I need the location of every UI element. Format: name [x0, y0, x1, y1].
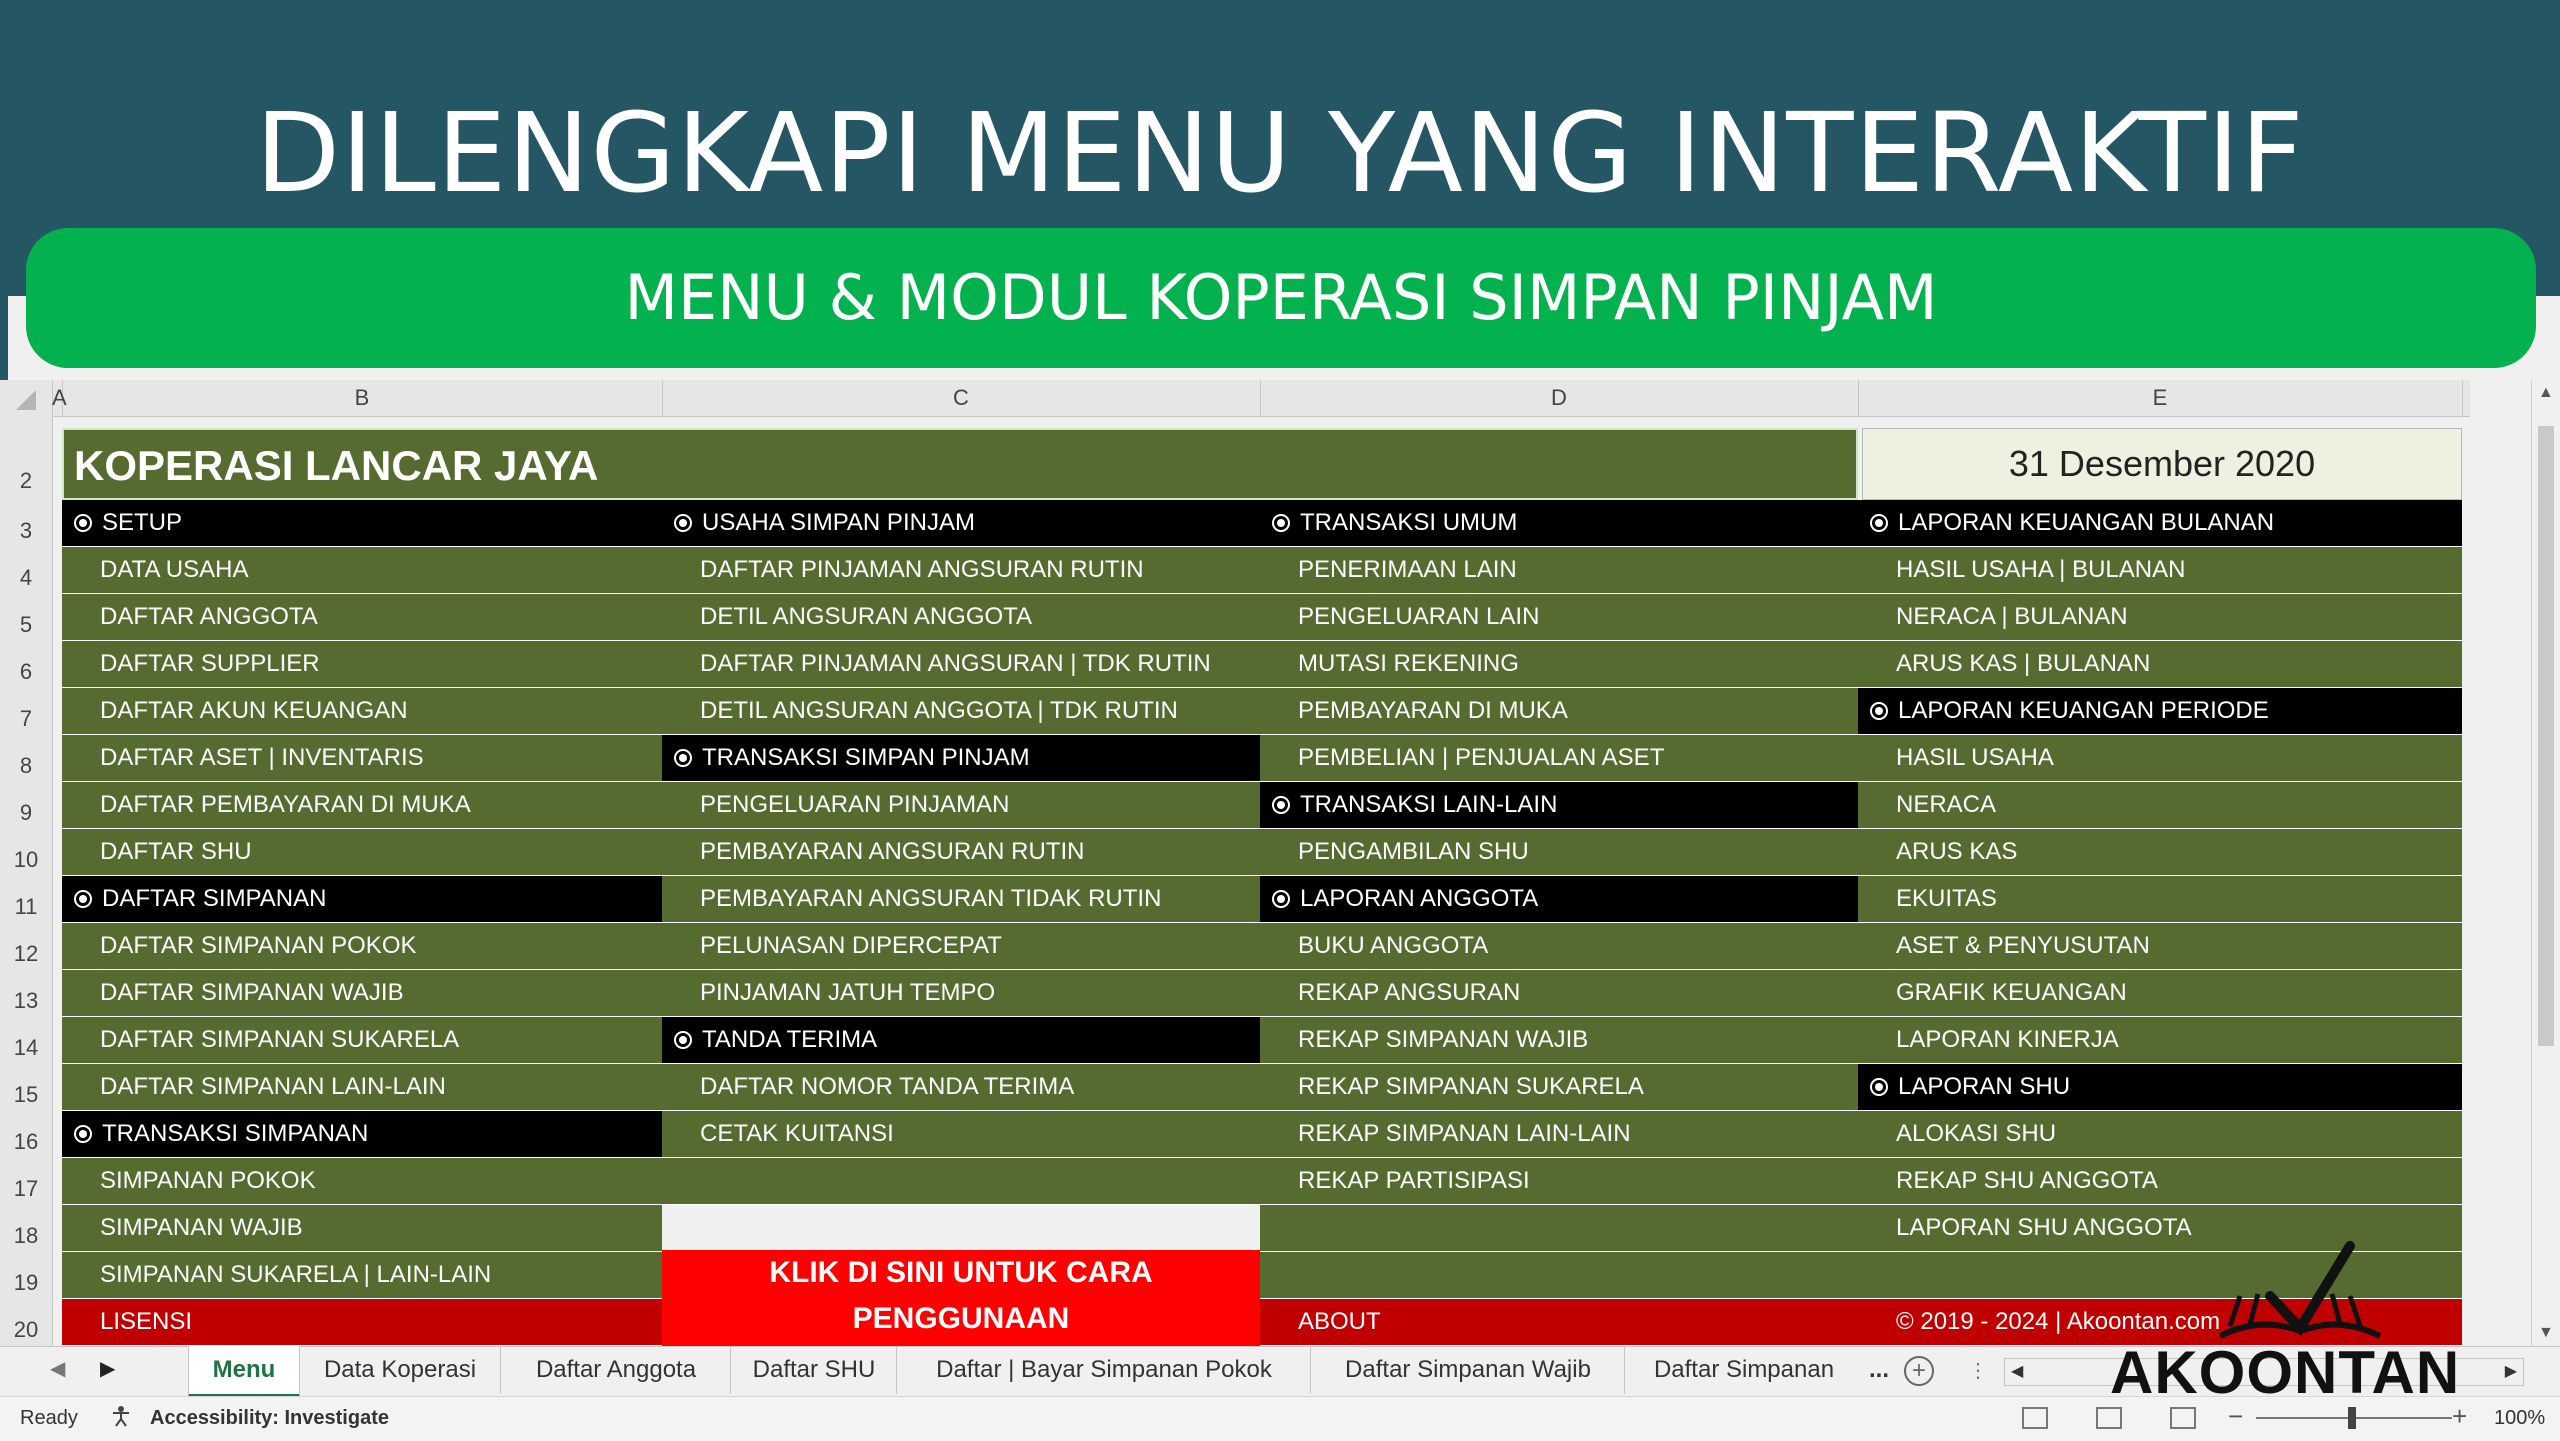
menu-label: DATA USAHA: [100, 556, 249, 583]
menu-label: SIMPANAN SUKARELA | LAIN-LAIN: [100, 1261, 492, 1288]
blank-cell: [1260, 1252, 1858, 1299]
zoom-level[interactable]: 100%: [2494, 1407, 2546, 1429]
menu-label: PENGELUARAN LAIN: [1298, 603, 1540, 630]
menu-label: ARUS KAS: [1896, 838, 2018, 865]
menu-item-daftar-supplier[interactable]: [62, 641, 662, 688]
menu-label: REKAP SIMPANAN LAIN-LAIN: [1298, 1120, 1631, 1147]
menu-item-hasil-usaha[interactable]: [1858, 735, 2462, 782]
radio-bullet-icon: [74, 1125, 92, 1143]
page-break-view-icon[interactable]: [2170, 1407, 2196, 1429]
akoontan-logo-text: AKOONTAN: [2110, 1339, 2461, 1406]
menu-item-daftar-simpanan-wajib[interactable]: [62, 970, 662, 1017]
menu-item-detil-angsuran-anggota[interactable]: [662, 594, 1260, 641]
menu-item-ekuitas[interactable]: [1858, 876, 2462, 923]
menu-label: DETIL ANGSURAN ANGGOTA | TDK RUTIN: [700, 697, 1178, 724]
row-header[interactable]: 5: [19, 612, 33, 637]
add-sheet-icon[interactable]: +: [1904, 1356, 1934, 1386]
menu-item-pengambilan-shu[interactable]: [1260, 829, 1858, 876]
menu-item-pengeluaran-pinjaman[interactable]: [662, 782, 1260, 829]
radio-bullet-icon: [1870, 702, 1888, 720]
row-header[interactable]: 8: [19, 753, 33, 778]
menu-label: SETUP: [102, 509, 183, 536]
menu-item-lisensi[interactable]: [62, 1299, 662, 1346]
menu-item-neraca[interactable]: [1858, 782, 2462, 829]
menu-label: LAPORAN KEUANGAN BULANAN: [1898, 509, 2275, 536]
row-header[interactable]: 3: [19, 518, 33, 543]
banner-subtitle: MENU & MODUL KOPERASI SIMPAN PINJAM: [26, 228, 2536, 368]
menu-label: BUKU ANGGOTA: [1298, 932, 1489, 959]
menu-section-laporan-keuangan-periode[interactable]: [1858, 688, 2462, 735]
menu-section-usaha-simpan-pinjam[interactable]: [662, 500, 1260, 547]
menu-label: DAFTAR ANGGOTA: [100, 603, 318, 630]
row-header[interactable]: 18: [13, 1223, 39, 1248]
menu-label: HASIL USAHA: [1896, 744, 2054, 771]
radio-bullet-icon: [74, 514, 92, 532]
menu-label: NERACA: [1896, 791, 1997, 818]
row-header[interactable]: 17: [13, 1176, 39, 1201]
akoontan-logo-icon: [2200, 1236, 2400, 1346]
menu-item-daftar-pinjaman-angsuran-tdk-rutin[interactable]: [662, 641, 1260, 688]
menu-label: DAFTAR SIMPANAN LAIN-LAIN: [100, 1073, 446, 1100]
menu-item-daftar-akun-keuangan[interactable]: [62, 688, 662, 735]
zoom-out-icon[interactable]: −: [2228, 1401, 2244, 1431]
scroll-down-icon[interactable]: ▼: [2538, 1324, 2554, 1341]
company-name-cell[interactable]: KOPERASI LANCAR JAYA: [62, 428, 1858, 500]
menu-item-mutasi-rekening[interactable]: [1260, 641, 1858, 688]
menu-item-simpanan-wajib[interactable]: [62, 1205, 662, 1252]
menu-item-pembayaran-angsuran-rutin[interactable]: [662, 829, 1260, 876]
radio-bullet-icon: [674, 1031, 692, 1049]
menu-label: PELUNASAN DIPERCEPAT: [700, 932, 1002, 959]
row-header[interactable]: 19: [13, 1270, 39, 1295]
row-header[interactable]: 2: [19, 468, 33, 493]
menu-item-detil-angsuran-anggota-tdk-rutin[interactable]: [662, 688, 1260, 735]
menu-section-laporan-shu[interactable]: [1858, 1064, 2462, 1111]
menu-item-daftar-simpanan-pokok[interactable]: [62, 923, 662, 970]
tab-data-koperasi[interactable]: Data Koperasi: [300, 1346, 501, 1394]
blank-cell: [1260, 1205, 1858, 1252]
menu-label: ARUS KAS | BULANAN: [1896, 650, 2151, 677]
menu-label: DAFTAR SIMPANAN: [102, 885, 327, 912]
menu-section-transaksi-simpanan[interactable]: [62, 1111, 662, 1158]
menu-label: LAPORAN KEUANGAN PERIODE: [1898, 697, 2269, 724]
menu-label: DAFTAR ASET | INVENTARIS: [100, 744, 424, 771]
menu-item-daftar-simpanan-lain-lain[interactable]: [62, 1064, 662, 1111]
menu-label: TRANSAKSI SIMPANAN: [102, 1120, 369, 1147]
row-header[interactable]: 7: [19, 706, 33, 731]
row-header[interactable]: 10: [13, 847, 39, 872]
page-layout-view-icon[interactable]: [2096, 1407, 2122, 1429]
row-header-bar: [0, 416, 53, 1346]
row-header[interactable]: 20: [13, 1317, 39, 1342]
column-header-d[interactable]: D: [1260, 380, 1859, 416]
menu-item-pengeluaran-lain[interactable]: [1260, 594, 1858, 641]
tab-daftar-shu[interactable]: Daftar SHU: [732, 1346, 897, 1394]
menu-label: REKAP ANGSURAN: [1298, 979, 1521, 1006]
menu-label: TRANSAKSI SIMPAN PINJAM: [702, 744, 1030, 771]
menu-label: REKAP PARTISIPASI: [1298, 1167, 1530, 1194]
menu-item-penerimaan-lain[interactable]: [1260, 547, 1858, 594]
radio-bullet-icon: [1870, 1078, 1888, 1096]
scroll-up-icon[interactable]: ▲: [2538, 384, 2554, 401]
menu-item-daftar-shu[interactable]: [62, 829, 662, 876]
row-header[interactable]: 6: [19, 659, 33, 684]
menu-item-pembelian-penjualan-aset[interactable]: [1260, 735, 1858, 782]
menu-item-pembayaran-di-muka[interactable]: [1260, 688, 1858, 735]
menu-section-laporan-anggota[interactable]: [1260, 876, 1858, 923]
menu-label: PENGELUARAN PINJAMAN: [700, 791, 1010, 818]
menu-label: TRANSAKSI LAIN-LAIN: [1300, 791, 1558, 818]
menu-section-transaksi-umum[interactable]: [1260, 500, 1858, 547]
menu-item-rekap-simpanan-wajib[interactable]: [1260, 1017, 1858, 1064]
menu-label: PENGAMBILAN SHU: [1298, 838, 1529, 865]
menu-label: HASIL USAHA | BULANAN: [1896, 556, 2186, 583]
menu-item-daftar-pinjaman-angsuran-rutin[interactable]: [662, 547, 1260, 594]
menu-label: ALOKASI SHU: [1896, 1120, 2057, 1147]
menu-item-daftar-anggota[interactable]: [62, 594, 662, 641]
menu-label: PEMBAYARAN ANGSURAN RUTIN: [700, 838, 1085, 865]
scroll-right-icon[interactable]: ▶: [2504, 1363, 2517, 1380]
menu-label: USAHA SIMPAN PINJAM: [702, 509, 975, 536]
row-header[interactable]: 14: [13, 1035, 39, 1060]
column-header-a[interactable]: A: [52, 380, 63, 416]
menu-label: SIMPANAN WAJIB: [100, 1214, 303, 1241]
menu-label: LAPORAN SHU: [1898, 1073, 2071, 1100]
menu-section-setup[interactable]: [62, 500, 662, 547]
menu-section-tanda-terima[interactable]: [662, 1017, 1260, 1064]
menu-item-daftar-nomor-tanda-terima[interactable]: [662, 1064, 1260, 1111]
menu-item-rekap-shu-anggota[interactable]: [1858, 1158, 2462, 1205]
menu-label: PENERIMAAN LAIN: [1298, 556, 1517, 583]
radio-bullet-icon: [1870, 514, 1888, 532]
status-ready: Ready: [20, 1407, 78, 1429]
menu-item-simpanan-pokok[interactable]: [62, 1158, 662, 1205]
accessibility-status[interactable]: Accessibility: Investigate: [150, 1407, 389, 1429]
row-header[interactable]: 15: [13, 1082, 39, 1107]
menu-label: DAFTAR SUPPLIER: [100, 650, 320, 677]
menu-label: REKAP SIMPANAN SUKARELA: [1298, 1073, 1644, 1100]
menu-item-pembayaran-angsuran-tidak-rutin[interactable]: [662, 876, 1260, 923]
tab-daftar-simpanan[interactable]: Daftar Simpanan: [1653, 1356, 1835, 1383]
menu-item-pinjaman-jatuh-tempo[interactable]: [662, 970, 1260, 1017]
menu-item-aset-penyusutan[interactable]: [1858, 923, 2462, 970]
menu-item-pelunasan-dipercepat[interactable]: [662, 923, 1260, 970]
row-header[interactable]: 11: [14, 894, 38, 919]
menu-item-grafik-keuangan[interactable]: [1858, 970, 2462, 1017]
blank-cell: [662, 1158, 1260, 1205]
menu-label: PEMBAYARAN DI MUKA: [1298, 697, 1568, 724]
menu-label: LAPORAN ANGGOTA: [1300, 885, 1539, 912]
radio-bullet-icon: [1272, 514, 1290, 532]
menu-label: DAFTAR SIMPANAN POKOK: [100, 932, 417, 959]
row-header[interactable]: 13: [13, 988, 39, 1013]
menu-label: DAFTAR SIMPANAN SUKARELA: [100, 1026, 460, 1053]
menu-section-transaksi-lain-lain[interactable]: [1260, 782, 1858, 829]
menu-label: DAFTAR PINJAMAN ANGSURAN | TDK RUTIN: [700, 650, 1211, 677]
menu-label: © 2019 - 2024 | Akoontan.com: [1896, 1308, 2221, 1335]
menu-item-rekap-partisipasi[interactable]: [1260, 1158, 1858, 1205]
radio-bullet-icon: [74, 890, 92, 908]
menu-item-alokasi-shu[interactable]: [1858, 1111, 2462, 1158]
menu-item-laporan-kinerja[interactable]: [1858, 1017, 2462, 1064]
column-header-c[interactable]: C: [662, 380, 1261, 416]
row-header[interactable]: 12: [13, 941, 39, 966]
row-header[interactable]: 16: [13, 1129, 39, 1154]
zoom-slider-thumb[interactable]: [2348, 1407, 2356, 1429]
menu-label: DETIL ANGSURAN ANGGOTA: [700, 603, 1033, 630]
row-header[interactable]: 9: [19, 800, 33, 825]
more-tabs-button[interactable]: ...: [1868, 1356, 1889, 1383]
radio-bullet-icon: [674, 514, 692, 532]
menu-label: DAFTAR AKUN KEUANGAN: [100, 697, 408, 724]
menu-label: ASET & PENYUSUTAN: [1896, 932, 2150, 959]
column-header-b[interactable]: B: [62, 380, 663, 416]
menu-label: LAPORAN KINERJA: [1896, 1026, 2119, 1053]
menu-label: TANDA TERIMA: [702, 1026, 878, 1053]
menu-item-rekap-simpanan-lain-lain[interactable]: [1260, 1111, 1858, 1158]
row-header[interactable]: 4: [19, 565, 33, 590]
zoom-in-icon[interactable]: +: [2452, 1401, 2468, 1431]
scroll-thumb[interactable]: [2538, 426, 2554, 1046]
menu-label: LISENSI: [100, 1308, 193, 1335]
tab-next-icon[interactable]: ▶: [100, 1358, 116, 1380]
menu-section-transaksi-simpan-pinjam[interactable]: [662, 735, 1260, 782]
menu-label: PINJAMAN JATUH TEMPO: [700, 979, 996, 1006]
select-all-icon: [16, 390, 36, 410]
tab-daftar-simpanan-wajib[interactable]: Daftar Simpanan Wajib: [1312, 1346, 1625, 1394]
menu-label: CETAK KUITANSI: [700, 1120, 894, 1147]
menu-item-neraca-bulanan[interactable]: [1858, 594, 2462, 641]
menu-label: REKAP SHU ANGGOTA: [1896, 1167, 2158, 1194]
menu-label: DAFTAR SHU: [100, 838, 252, 865]
normal-view-icon[interactable]: [2022, 1407, 2048, 1429]
vertical-scrollbar[interactable]: [2531, 380, 2560, 1346]
menu-item-daftar-simpanan-sukarela[interactable]: [62, 1017, 662, 1064]
menu-label: SIMPANAN POKOK: [100, 1167, 316, 1194]
date-cell[interactable]: 31 Desember 2020: [1862, 428, 2462, 500]
column-header-e[interactable]: E: [1858, 380, 2463, 416]
menu-item-daftar-aset-inventaris[interactable]: [62, 735, 662, 782]
tab-daftar-anggota[interactable]: Daftar Anggota: [502, 1346, 731, 1394]
menu-item-rekap-simpanan-sukarela[interactable]: [1260, 1064, 1858, 1111]
banner-title: DILENGKAPI MENU YANG INTERAKTIF: [255, 89, 2305, 217]
menu-item-about[interactable]: [1260, 1299, 1858, 1346]
tab-splitter-icon[interactable]: ⋮: [1968, 1360, 1988, 1382]
menu-label: PEMBAYARAN ANGSURAN TIDAK RUTIN: [700, 885, 1162, 912]
menu-label: MUTASI REKENING: [1298, 650, 1519, 677]
menu-label: DAFTAR PEMBAYARAN DI MUKA: [100, 791, 471, 818]
menu-item-data-usaha[interactable]: [62, 547, 662, 594]
menu-item-arus-kas-bulanan[interactable]: [1858, 641, 2462, 688]
menu-section-daftar-simpanan[interactable]: [62, 876, 662, 923]
menu-item-cetak-kuitansi[interactable]: [662, 1111, 1260, 1158]
menu-item-simpanan-sukarela-lain-lain[interactable]: [62, 1252, 662, 1299]
accessibility-icon[interactable]: [110, 1405, 132, 1427]
menu-label: PEMBELIAN | PENJUALAN ASET: [1298, 744, 1665, 771]
menu-label: EKUITAS: [1896, 885, 1997, 912]
menu-item-hasil-usaha-bulanan[interactable]: [1858, 547, 2462, 594]
menu-label: DAFTAR PINJAMAN ANGSURAN RUTIN: [700, 556, 1144, 583]
menu-item-buku-anggota[interactable]: [1260, 923, 1858, 970]
menu-label: DAFTAR SIMPANAN WAJIB: [100, 979, 404, 1006]
scroll-left-icon[interactable]: ◀: [2011, 1363, 2024, 1380]
tab-daftar-bayar-simpanan-pokok[interactable]: Daftar | Bayar Simpanan Pokok: [898, 1346, 1311, 1394]
tab-prev-icon[interactable]: ◀: [50, 1358, 66, 1380]
menu-item-arus-kas[interactable]: [1858, 829, 2462, 876]
select-all-corner[interactable]: [0, 380, 53, 417]
menu-label: GRAFIK KEUANGAN: [1896, 979, 2127, 1006]
how-to-use-button[interactable]: KLIK DI SINI UNTUK CARA PENGGUNAAN: [662, 1250, 1260, 1346]
menu-label: ABOUT: [1298, 1308, 1381, 1335]
radio-bullet-icon: [674, 749, 692, 767]
menu-item-rekap-angsuran[interactable]: [1260, 970, 1858, 1017]
menu-label: LAPORAN SHU ANGGOTA: [1896, 1214, 2192, 1241]
menu-label: REKAP SIMPANAN WAJIB: [1298, 1026, 1589, 1053]
menu-label: NERACA | BULANAN: [1896, 603, 2128, 630]
tab-menu[interactable]: Menu: [188, 1346, 300, 1398]
radio-bullet-icon: [1272, 796, 1290, 814]
menu-item-daftar-pembayaran-di-muka[interactable]: [62, 782, 662, 829]
menu-label: DAFTAR NOMOR TANDA TERIMA: [700, 1073, 1075, 1100]
menu-section-laporan-keuangan-bulanan[interactable]: [1858, 500, 2462, 547]
radio-bullet-icon: [1272, 890, 1290, 908]
menu-label: TRANSAKSI UMUM: [1300, 509, 1518, 536]
